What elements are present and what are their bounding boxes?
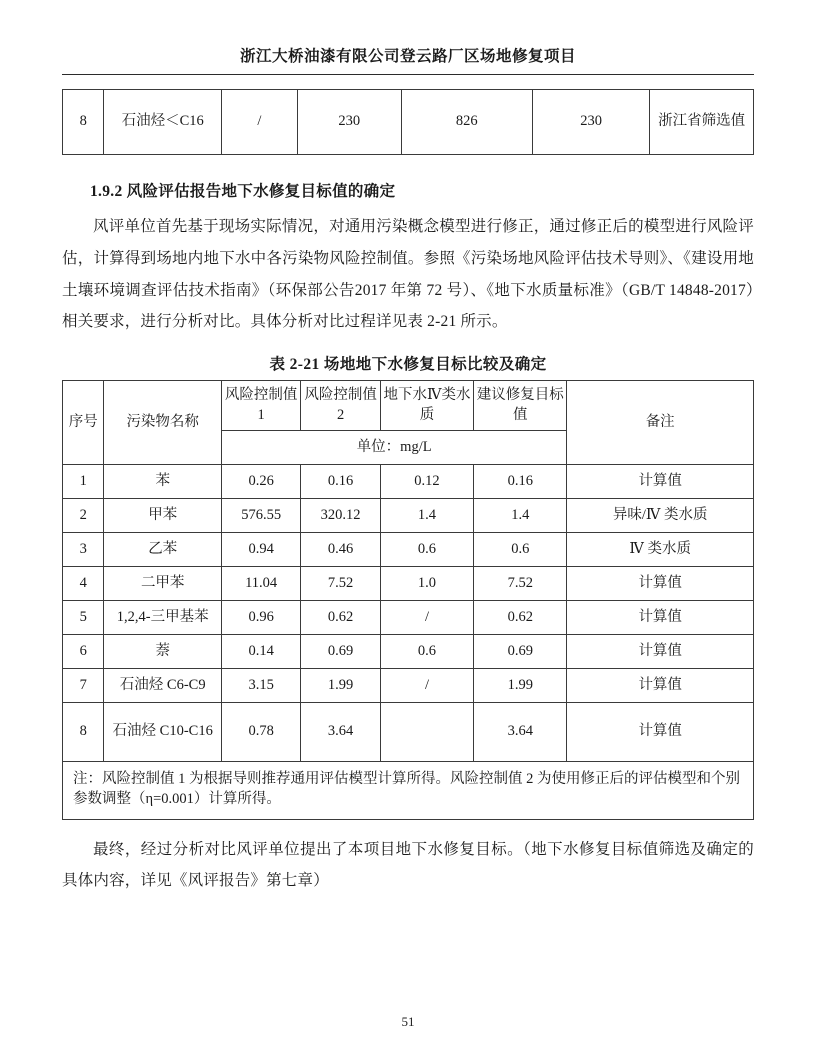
cell-pollutant: 二甲苯 bbox=[104, 567, 221, 601]
cell-suggested-target: 0.6 bbox=[474, 533, 567, 567]
cell-value-3: 826 bbox=[401, 90, 532, 155]
cell-groundwater-class4: 1.4 bbox=[380, 499, 473, 533]
cell-risk-control-1: 0.14 bbox=[221, 635, 300, 669]
header-pollutant: 污染物名称 bbox=[104, 381, 221, 465]
cell-risk-control-2: 0.46 bbox=[301, 533, 380, 567]
cell-index: 4 bbox=[63, 567, 104, 601]
table-note: 注：风险控制值 1 为根据导则推荐通用评估模型计算所得。风险控制值 2 为使用修正后的评估模型和个别参数调整（η=0.001）计算所得。 bbox=[63, 762, 754, 820]
page-number: 51 bbox=[401, 1014, 415, 1029]
cell-index: 7 bbox=[63, 669, 104, 703]
continuation-table bbox=[62, 89, 754, 155]
cell-groundwater-class4: / bbox=[380, 601, 473, 635]
cell-risk-control-1: 0.96 bbox=[221, 601, 300, 635]
table-row bbox=[63, 499, 754, 533]
table-row bbox=[63, 533, 754, 567]
cell-pollutant: 甲苯 bbox=[104, 499, 221, 533]
cell-remark: 计算值 bbox=[567, 601, 754, 635]
cell-index: 2 bbox=[63, 499, 104, 533]
groundwater-targets-table bbox=[62, 380, 754, 820]
cell-risk-control-2: 3.64 bbox=[301, 703, 380, 762]
table-row bbox=[63, 601, 754, 635]
table-header-row bbox=[63, 381, 754, 431]
cell-risk-control-2: 0.16 bbox=[301, 465, 380, 499]
cell-risk-control-1: 576.55 bbox=[221, 499, 300, 533]
cell-pollutant: 石油烃 C6-C9 bbox=[104, 669, 221, 703]
cell-value-1: / bbox=[221, 90, 297, 155]
table-row bbox=[63, 90, 754, 155]
table-note-row bbox=[63, 762, 754, 820]
section-paragraph: 风评单位首先基于现场实际情况，对通用污染概念模型进行修正，通过修正后的模型进行风险评估，计算得到场地内地下水中各污染物风险控制值。参照《污染场地风险评估技术导则》、《建设用地土壤环境调查评估技术指南》（环保部公告2017 年第 72 号）、《地下水质量标准》（GB/T 14848-2017）相关要求，进行分析对比。具体分析对比过程详见表 2-21 所示。 bbox=[62, 218, 754, 331]
cell-suggested-target: 0.69 bbox=[474, 635, 567, 669]
cell-suggested-target: 1.99 bbox=[474, 669, 567, 703]
cell-remark: 计算值 bbox=[567, 669, 754, 703]
cell-risk-control-2: 7.52 bbox=[301, 567, 380, 601]
cell-remark: 计算值 bbox=[567, 465, 754, 499]
header-remark: 备注 bbox=[567, 381, 754, 465]
cell-index: 5 bbox=[63, 601, 104, 635]
header-index: 序号 bbox=[63, 381, 104, 465]
cell-remark: 浙江省筛选值 bbox=[650, 90, 754, 155]
cell-suggested-target: 0.62 bbox=[474, 601, 567, 635]
header-suggested-target: 建议修复目标值 bbox=[474, 381, 567, 431]
header-groundwater-class4: 地下水Ⅳ类水质 bbox=[380, 381, 473, 431]
cell-pollutant: 1,2,4-三甲基苯 bbox=[104, 601, 221, 635]
cell-groundwater-class4: 0.6 bbox=[380, 533, 473, 567]
cell-risk-control-2: 1.99 bbox=[301, 669, 380, 703]
page-header: 浙江大桥油漆有限公司登云路厂区场地修复项目 bbox=[239, 48, 576, 65]
closing-paragraph: 最终，经过分析对比风评单位提出了本项目地下水修复目标。（地下水修复目标值筛选及确定的具体内容，详见《风评报告》第七章） bbox=[62, 841, 754, 890]
cell-pollutant: 苯 bbox=[104, 465, 221, 499]
cell-suggested-target: 1.4 bbox=[474, 499, 567, 533]
cell-remark: 计算值 bbox=[567, 635, 754, 669]
header-risk-control-1: 风险控制值 1 bbox=[221, 381, 300, 431]
table-row bbox=[63, 703, 754, 762]
cell-remark: Ⅳ 类水质 bbox=[567, 533, 754, 567]
cell-remark: 计算值 bbox=[567, 703, 754, 762]
table-caption: 表 2-21 场地地下水修复目标比较及确定 bbox=[269, 356, 547, 374]
cell-remark: 计算值 bbox=[567, 567, 754, 601]
table-row bbox=[63, 635, 754, 669]
cell-risk-control-2: 0.69 bbox=[301, 635, 380, 669]
table-row bbox=[63, 669, 754, 703]
table-row bbox=[63, 567, 754, 601]
cell-risk-control-2: 320.12 bbox=[301, 499, 380, 533]
cell-value-2: 230 bbox=[297, 90, 401, 155]
cell-index: 1 bbox=[63, 465, 104, 499]
cell-risk-control-1: 0.94 bbox=[221, 533, 300, 567]
cell-risk-control-2: 0.62 bbox=[301, 601, 380, 635]
cell-risk-control-1: 0.78 bbox=[221, 703, 300, 762]
cell-groundwater-class4: 0.6 bbox=[380, 635, 473, 669]
cell-groundwater-class4: 0.12 bbox=[380, 465, 473, 499]
cell-value-4: 230 bbox=[532, 90, 649, 155]
cell-pollutant: 萘 bbox=[104, 635, 221, 669]
cell-pollutant: 乙苯 bbox=[104, 533, 221, 567]
cell-index: 8 bbox=[63, 90, 104, 155]
cell-remark: 异味/Ⅳ 类水质 bbox=[567, 499, 754, 533]
cell-groundwater-class4: 1.0 bbox=[380, 567, 473, 601]
header-risk-control-2: 风险控制值 2 bbox=[301, 381, 380, 431]
cell-groundwater-class4: / bbox=[380, 669, 473, 703]
cell-risk-control-1: 11.04 bbox=[221, 567, 300, 601]
cell-index: 3 bbox=[63, 533, 104, 567]
cell-risk-control-1: 0.26 bbox=[221, 465, 300, 499]
cell-index: 8 bbox=[63, 703, 104, 762]
cell-risk-control-1: 3.15 bbox=[221, 669, 300, 703]
cell-pollutant: 石油烃 C10-C16 bbox=[104, 703, 221, 762]
section-heading: 1.9.2 风险评估报告地下水修复目标值的确定 bbox=[90, 183, 396, 200]
cell-suggested-target: 3.64 bbox=[474, 703, 567, 762]
cell-suggested-target: 0.16 bbox=[474, 465, 567, 499]
cell-pollutant: 石油烃＜C16 bbox=[104, 90, 221, 155]
cell-index: 6 bbox=[63, 635, 104, 669]
unit-label: 单位：mg/L bbox=[221, 431, 566, 465]
table-row bbox=[63, 465, 754, 499]
header-divider bbox=[62, 74, 754, 75]
cell-groundwater-class4 bbox=[380, 703, 473, 762]
cell-suggested-target: 7.52 bbox=[474, 567, 567, 601]
